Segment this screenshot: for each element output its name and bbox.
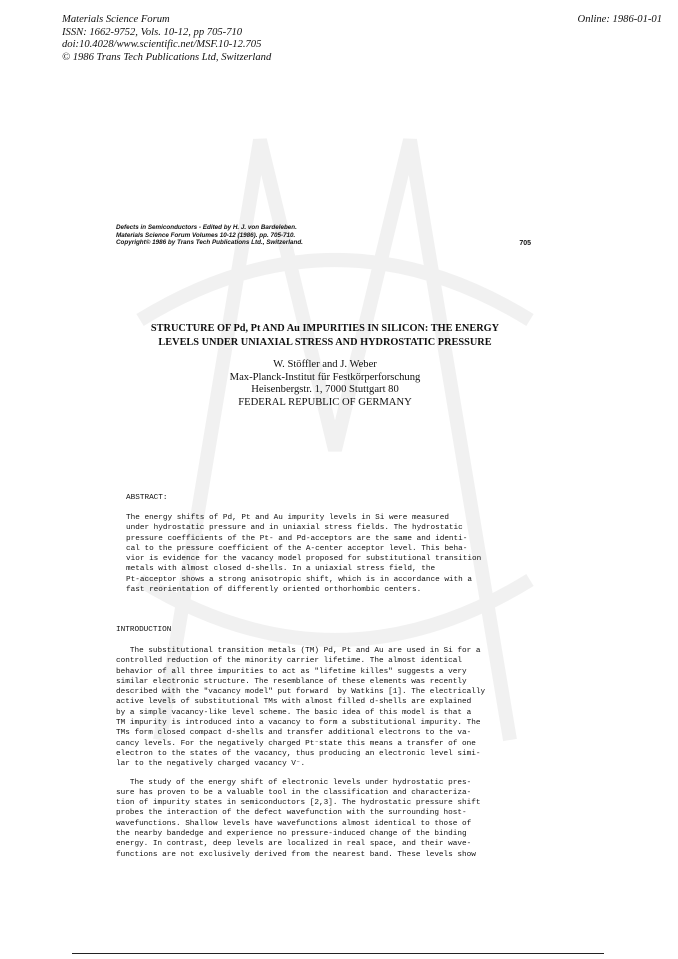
abstract-text: The energy shifts of Pd, Pt and Au impurity levels in Si were measured under hydrostatic pressure and in uniaxial stress fields. The hydrostatic pressure coefficients of the Pt- and Pd-acceptors are the same and identi- cal to the pressure coefficient of the A-center acceptor level. This beha- vior is evidence for the vacancy model proposed for substitutional transition metals with almost closed d-shells. In a uniaxial stress field, the Pt-acceptor shows a strong anisotropic shift, which is in accordance with a fast reorientation of differently oriented orthorhombic centers. xyxy=(126,514,482,595)
abstract-heading: ABSTRACT: xyxy=(126,494,168,502)
copyright-line: © 1986 Trans Tech Publications Ltd, Switzerland xyxy=(62,51,272,63)
introduction-heading: INTRODUCTION xyxy=(116,626,172,634)
header-line-copyright: Copyright© 1986 by Trans Tech Publications Ltd., Switzerland. xyxy=(116,239,303,247)
header-line-editor: Defects in Semiconductors - Edited by H. J. von Bardeleben. xyxy=(116,224,297,231)
online-date: Online: 1986-01-01 xyxy=(577,14,662,25)
title-line-1: STRUCTURE OF Pd, Pt AND Au IMPURITIES IN SILICON: THE ENERGY xyxy=(150,323,500,334)
introduction-paragraph-1: The substitutional transition metals (TM) Pd, Pt and Au are used in Si for a controlled reduction of the minority carrier lifetime. The almost identical behavior of all three impurities to act as "lifetime killes" suggests a very similar electronic structure. The resemblance of these elements was recently described with the "vacancy model" put forward by Watkins [1]. The electrically active levels of substitutional TMs with almost filled d-shells are explained by a simple vacancy-like level scheme. The basic idea of this model is that a TM impurity is introduced into a vacancy to form a substitutional impurity. The TMs form closed compact d-shells and transfer additional electrons to the va- cancy levels. For the negatively charged Pt⁻state this means a transfer of one electron to the states of the vacancy, thus producing an electronic level simi- lar to the negatively charged vacancy V⁻. xyxy=(116,647,486,769)
volume-header xyxy=(116,224,536,247)
footer-rule xyxy=(72,953,604,954)
title-line-2: LEVELS UNDER UNIAXIAL STRESS AND HYDROSTATIC PRESSURE xyxy=(158,336,492,348)
author-country: FEDERAL REPUBLIC OF GERMANY xyxy=(238,397,412,409)
introduction-body xyxy=(116,646,546,860)
page-number: 705 xyxy=(519,240,531,247)
publication-metadata xyxy=(62,14,662,64)
journal-name: Materials Science Forum xyxy=(62,14,170,25)
issn-line: ISSN: 1662-9752, Vols. 10-12, pp 705-710 xyxy=(62,26,243,38)
introduction-paragraph-2: The study of the energy shift of electronic levels under hydrostatic pres- sure has proven to be a valuable tool in the classification and characteriza- tion of impurity states in semiconductors [2,3]. The hydrostatic pressure shift probes the interaction of the defect wavefunction with the surrounding host- wavefunctions. Shallow levels have wavefunctions almost identical to those of the nearby bandedge and experience no pressure-induced change of the binding energy. In contrast, deep levels are localized in real space, and their wave- functions are not exclusively derived from the nearest band. These levels show xyxy=(116,778,481,859)
author-institution: Max-Planck-Institut für Festkörperforschung xyxy=(229,371,421,383)
author-names: W. Stöffler and J. Weber xyxy=(273,359,377,370)
author-address: Heisenbergstr. 1, 7000 Stuttgart 80 xyxy=(251,384,399,396)
paper-title xyxy=(110,322,540,349)
header-line-volume: Materials Science Forum Volumes 10-12 (1986). pp. 705-710. xyxy=(116,231,296,239)
author-block xyxy=(140,359,510,410)
doi-line: doi:10.4028/www.scientific.net/MSF.10-12.705 xyxy=(62,39,262,51)
